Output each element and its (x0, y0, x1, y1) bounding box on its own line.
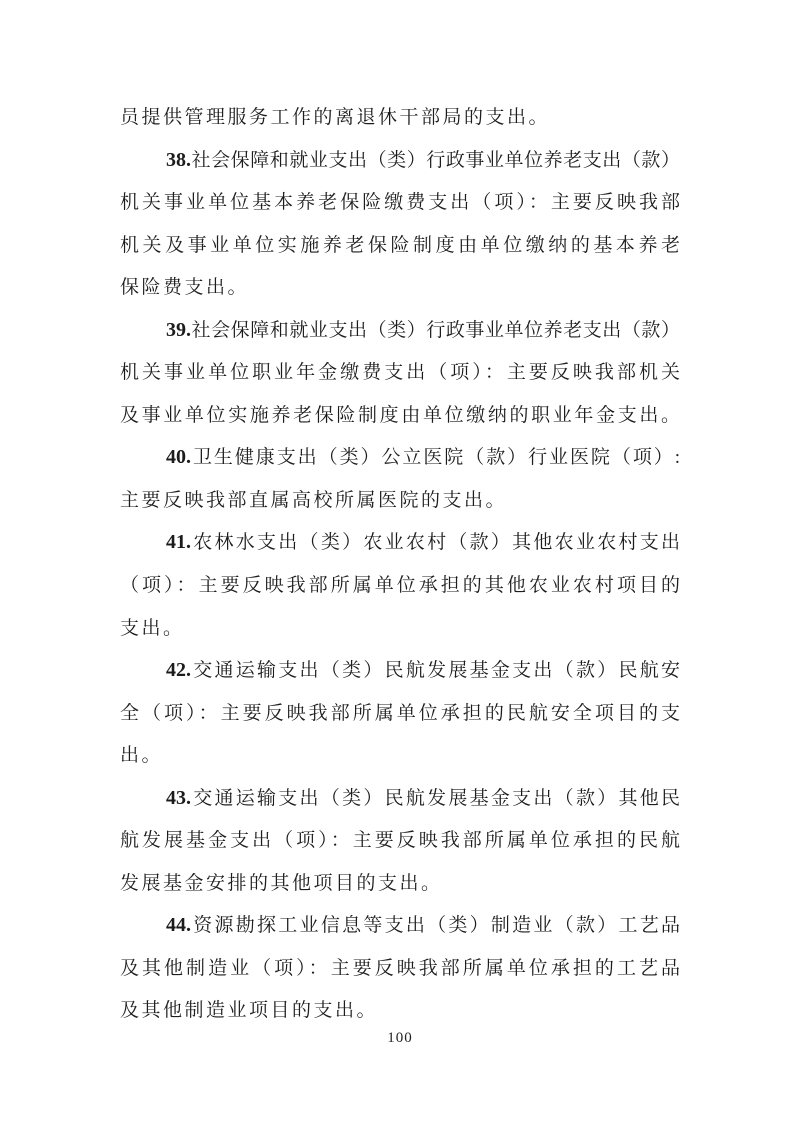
text-line (120, 947, 680, 990)
text-line (120, 819, 680, 862)
line-text: 交通运输支出（类）民航发展基金支出（款）民航安 (191, 660, 680, 682)
line-text: 机关事业单位职业年金缴费支出（项）：主要反映我部机关 (120, 362, 680, 384)
line-text: 全（项）：主要反映我部所属单位承担的民航安全项目的支 (120, 702, 680, 724)
paragraph-number: 41. (166, 531, 191, 554)
text-line (120, 649, 680, 692)
text-line (120, 351, 680, 394)
line-text: （项）：主要反映我部所属单位承担的其他农业农村项目的 (120, 575, 680, 597)
paragraph-number: 40. (166, 446, 191, 469)
line-text: 机关事业单位基本养老保险缴费支出（项）：主要反映我部 (120, 192, 680, 214)
line-text: 保险费支出。 (120, 277, 250, 299)
line-text: 及其他制造业（项）：主要反映我部所属单位承担的工艺品 (120, 957, 680, 979)
text-line (120, 436, 680, 479)
line-text: 社会保障和就业支出（类）行政事业单位养老支出（款） (191, 149, 680, 171)
text-line (120, 692, 680, 735)
paragraph-number: 42. (166, 659, 191, 682)
text-line (120, 904, 680, 947)
text-line (120, 139, 680, 182)
text-line (120, 777, 680, 820)
line-text: 资源勘探工业信息等支出（类）制造业（款）工艺品 (191, 915, 680, 937)
line-text: 交通运输支出（类）民航发展基金支出（款）其他民 (191, 787, 680, 809)
paragraph-number: 44. (166, 914, 191, 937)
text-line (120, 564, 680, 607)
paragraph-number: 43. (166, 786, 191, 809)
text-line (120, 862, 680, 905)
text-line (120, 266, 680, 309)
text-line (120, 989, 680, 1032)
text-line (120, 224, 680, 267)
line-text: 及其他制造业项目的支出。 (120, 1000, 379, 1022)
line-text: 员提供管理服务工作的离退休干部局的支出。 (120, 107, 551, 128)
text-block (120, 96, 680, 1032)
page-number: 100 (387, 1030, 413, 1046)
text-line (120, 607, 680, 650)
paragraph-number: 38. (166, 148, 191, 171)
text-line (120, 479, 680, 522)
line-text: 及事业单位实施养老保险制度由单位缴纳的职业年金支出。 (120, 404, 680, 426)
line-text: 主要反映我部直属高校所属医院的支出。 (120, 489, 508, 511)
line-text: 出。 (120, 745, 164, 767)
text-line (120, 521, 680, 564)
line-text: 发展基金安排的其他项目的支出。 (120, 872, 443, 894)
text-line (120, 734, 680, 777)
line-text: 航发展基金支出（项）：主要反映我部所属单位承担的民航 (120, 830, 680, 852)
line-text: 农林水支出（类）农业农村（款）其他农业农村支出 (191, 532, 680, 554)
line-text: 卫生健康支出（类）公立医院（款）行业医院（项）: (191, 447, 680, 469)
paragraph-number: 39. (166, 318, 191, 341)
line-text: 支出。 (120, 617, 185, 639)
text-line (120, 309, 680, 352)
text-line (120, 181, 680, 224)
line-text: 机关及事业单位实施养老保险制度由单位缴纳的基本养老 (120, 234, 680, 256)
text-line (120, 96, 680, 139)
text-line (120, 394, 680, 437)
line-text: 社会保障和就业支出（类）行政事业单位养老支出（款） (191, 319, 680, 341)
